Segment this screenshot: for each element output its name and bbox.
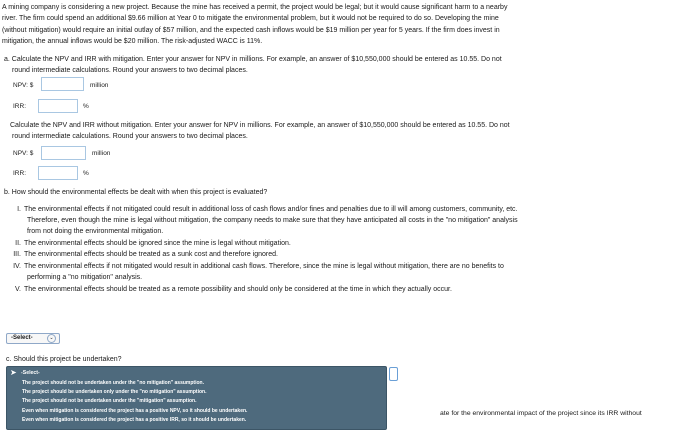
select-label: -Select- — [11, 335, 33, 341]
part-c-question: c. Should this project be undertaken? — [6, 356, 122, 363]
dropdown-option[interactable]: Even when mitigation is considered the project has a positive IRR, so it should be undertaken. — [22, 417, 247, 423]
part-b-select-dropdown[interactable] — [6, 333, 60, 344]
option-number: II. — [15, 240, 21, 247]
intro-line-1: A mining company is considering a new project. Because the mine has received a permit, the project would be legal; but it would cause significant harm to a nearby — [2, 4, 508, 11]
option-text: The environmental effects should be ignored since the mine is legal without mitigation. — [24, 240, 291, 247]
option-text: The environmental effects should be treated as a remote possibility and should only be considered at the time in which they actually occur. — [24, 286, 452, 293]
npv-without-mitigation-input[interactable] — [41, 146, 86, 160]
irr-unit-label: % — [83, 170, 89, 177]
irr-with-mitigation-input[interactable] — [38, 99, 78, 113]
intro-line-2: river. The firm could spend an additional $9.66 million at Year 0 to mitigate the environmental problem, but it would not be required to do so. Developing the mine — [2, 15, 499, 22]
option-text: The environmental effects if not mitigated could result in additional loss of cash flows and/or fines and penalties due to ill will among customers, community, etc. — [24, 206, 518, 213]
option-number: III. — [13, 251, 21, 258]
part-c-dropdown-menu[interactable] — [6, 366, 387, 430]
intro-line-4: mitigation, the annual inflows would be $20 million. The risk-adjusted WACC is 11%. — [2, 38, 263, 45]
answer-input-box[interactable] — [389, 367, 398, 381]
chevron-down-icon: ⌄ — [47, 334, 56, 343]
part-a-instruction-2: round intermediate calculations. Round your answers to two decimal places. — [12, 67, 248, 74]
option-number: IV. — [13, 263, 21, 270]
part-a-instruction-1: a. Calculate the NPV and IRR with mitigation. Enter your answer for NPV in millions. For example, an answer of $10,550,000 should be entered as 10.55. Do not — [4, 56, 502, 63]
npv-label: NPV: $ — [13, 150, 34, 157]
intro-line-3: (without mitigation) would require an initial outlay of $57 million, and the expected cash inflows would be $19 million per year for 5 years. If the firm does invest in — [2, 27, 500, 34]
dropdown-option[interactable]: Even when mitigation is considered the project has a positive NPV, so it should be undertaken. — [22, 408, 248, 414]
dropdown-header[interactable]: -Select- — [21, 370, 40, 376]
irr-unit-label: % — [83, 103, 89, 110]
option-text: Therefore, even though the mine is legal without mitigation, the company needs to make sure that they have anticipated all costs in the "no mitigation" analysis — [27, 217, 518, 224]
irr-label: IRR: — [13, 103, 26, 110]
part-a2-instruction-2: round intermediate calculations. Round your answers to two decimal places. — [12, 133, 248, 140]
npv-unit-label: million — [90, 82, 109, 89]
option-number: I. — [17, 206, 21, 213]
trailing-text: ate for the environmental impact of the project since its IRR without — [440, 410, 642, 417]
irr-without-mitigation-input[interactable] — [38, 166, 78, 180]
option-text: The environmental effects if not mitigated would result in additional cash flows. Therefore, since the mine is legal without mitigation, there are no benefits to — [24, 263, 504, 270]
part-a2-instruction-1: Calculate the NPV and IRR without mitigation. Enter your answer for NPV in millions. For example, an answer of $10,550,000 should be entered as 10.55. Do not — [10, 122, 510, 129]
irr-label: IRR: — [13, 170, 26, 177]
dropdown-option[interactable]: The project should not be undertaken under the "no mitigation" assumption. — [22, 380, 204, 386]
option-number: V. — [15, 286, 21, 293]
npv-with-mitigation-input[interactable] — [41, 77, 84, 91]
npv-unit-label: million — [92, 150, 111, 157]
option-text: performing a "no mitigation" analysis. — [27, 274, 143, 281]
part-b-question: b. How should the environmental effects be dealt with when this project is evaluated? — [4, 189, 268, 196]
dropdown-option[interactable]: The project should be undertaken only under the "no mitigation" assumption. — [22, 389, 207, 395]
option-text: from not doing the environmental mitigation. — [27, 228, 164, 235]
cursor-pointer-icon: ➤ — [10, 368, 17, 377]
npv-label: NPV: $ — [13, 82, 34, 89]
option-text: The environmental effects should be treated as a sunk cost and therefore ignored. — [24, 251, 278, 258]
dropdown-option[interactable]: The project should not be undertaken under the "mitigation" assumption. — [22, 398, 197, 404]
